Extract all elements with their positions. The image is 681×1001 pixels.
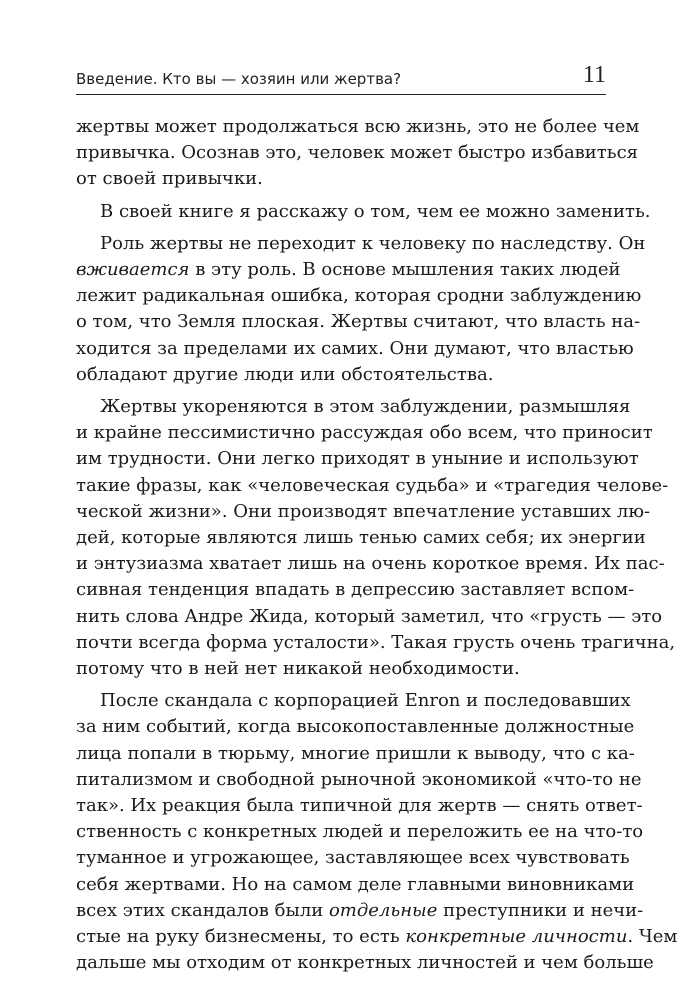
text-run: ходится за пределами их самих. Они думают, что властью	[76, 337, 634, 359]
text-run: лица попали в тюрьму, многие пришли к выводу, что с ка-	[76, 742, 635, 764]
text-line	[76, 604, 663, 630]
header-rule	[76, 94, 606, 95]
text-run: После скандала с корпорацией Enron и последовавших	[100, 690, 631, 712]
text-run: преступники и нечи-	[437, 899, 644, 921]
text-line	[76, 199, 651, 225]
text-line	[76, 714, 635, 740]
paragraph	[76, 688, 678, 976]
text-line	[76, 819, 644, 845]
text-line	[76, 872, 635, 898]
text-run: и крайне пессимистично рассуждая обо всем, что приносит	[76, 422, 653, 444]
text-run: в эту роль. В основе мышления таких людей	[189, 259, 621, 281]
text-run: себя жертвами. Но на самом деле главными виновниками	[76, 873, 635, 895]
text-run: привычка. Осознав это, человек может быстро избавиться	[76, 142, 638, 164]
text-line	[76, 767, 642, 793]
text-run: дей, которые являются лишь тенью самих себя; их энергии	[76, 527, 646, 549]
text-run: потому что в ней нет никакой необходимости.	[76, 658, 520, 680]
italic-text: вживается	[76, 259, 190, 281]
text-run: питализмом и свободной рыночной экономикой «что-то не	[76, 768, 642, 790]
text-run: В своей книге я расскажу о том, чем ее можно заменить.	[100, 200, 651, 222]
text-line	[76, 688, 631, 714]
text-line	[76, 231, 646, 257]
paragraph	[76, 394, 676, 682]
text-run: так». Их реакция была типичной для жертв — снять ответ-	[76, 795, 643, 817]
text-line	[76, 166, 606, 192]
text-line	[76, 394, 631, 420]
text-line	[76, 924, 678, 950]
text-run: такие фразы, как «человеческая судьба» и «трагедия челове-	[76, 474, 669, 496]
text-line	[76, 898, 644, 924]
text-line	[76, 473, 669, 499]
text-line	[76, 114, 640, 140]
text-run: сивная тенденция впадать в депрессию заставляет вспом-	[76, 579, 635, 601]
text-run: нить слова Андре Жида, который заметил, что «грусть — это	[76, 605, 663, 627]
text-line	[76, 336, 634, 362]
text-line	[76, 362, 606, 388]
text-run: обладают другие люди или обстоятельства.	[76, 363, 494, 385]
running-header	[76, 56, 606, 96]
text-line	[76, 420, 653, 446]
text-line	[76, 257, 621, 283]
text-run: от своей привычки.	[76, 168, 263, 190]
text-run: ческой жизни». Они производят впечатление уставших лю-	[76, 500, 651, 522]
text-run: стые на руку бизнесмены, то есть	[76, 926, 406, 948]
body-text	[76, 114, 678, 983]
text-line	[76, 499, 651, 525]
text-line	[76, 630, 676, 656]
text-run: дальше мы отходим от конкретных личностей и чем больше	[76, 952, 654, 974]
text-run: о том, что Земля плоская. Жертвы считают, что власть на-	[76, 311, 641, 333]
text-line	[76, 283, 642, 309]
chapter-title: Введение. Кто вы — хозяин или жертва?	[76, 70, 402, 88]
text-run: ственность с конкретных людей и переложить ее на что-то	[76, 821, 644, 843]
text-run: лежит радикальная ошибка, которая сродни заблуждению	[76, 285, 642, 307]
text-run: . Чем	[627, 926, 678, 948]
paragraph	[76, 199, 651, 225]
text-line	[76, 793, 643, 819]
italic-text: отдельные	[328, 899, 438, 921]
text-run: всех этих скандалов были	[76, 899, 329, 921]
text-line	[76, 551, 665, 577]
text-line	[76, 950, 654, 976]
text-line	[76, 741, 635, 767]
text-run: жертвы может продолжаться всю жизнь, это не более чем	[76, 116, 640, 137]
text-run: им трудности. Они легко приходят в уныние и используют	[76, 448, 639, 470]
text-line	[76, 309, 641, 335]
text-line	[76, 656, 606, 682]
text-line	[76, 525, 646, 551]
text-run: Жертвы укореняются в этом заблуждении, размышляя	[100, 396, 631, 418]
text-line	[76, 577, 635, 603]
paragraph	[76, 231, 646, 388]
paragraph	[76, 114, 640, 193]
page-number: 11	[582, 62, 606, 88]
text-run: почти всегда форма усталости». Такая грусть очень трагична,	[76, 631, 676, 653]
text-line	[76, 446, 639, 472]
text-run: туманное и угрожающее, заставляющее всех чувствовать	[76, 847, 630, 869]
italic-text: конкретные личности	[405, 926, 628, 948]
text-line	[76, 845, 630, 871]
text-run: и энтузиазма хватает лишь на очень короткое время. Их пас-	[76, 553, 665, 575]
text-run: Роль жертвы не переходит к человеку по наследству. Он	[100, 232, 646, 254]
text-line	[76, 140, 638, 166]
text-run: за ним событий, когда высокопоставленные должностные	[76, 716, 635, 738]
